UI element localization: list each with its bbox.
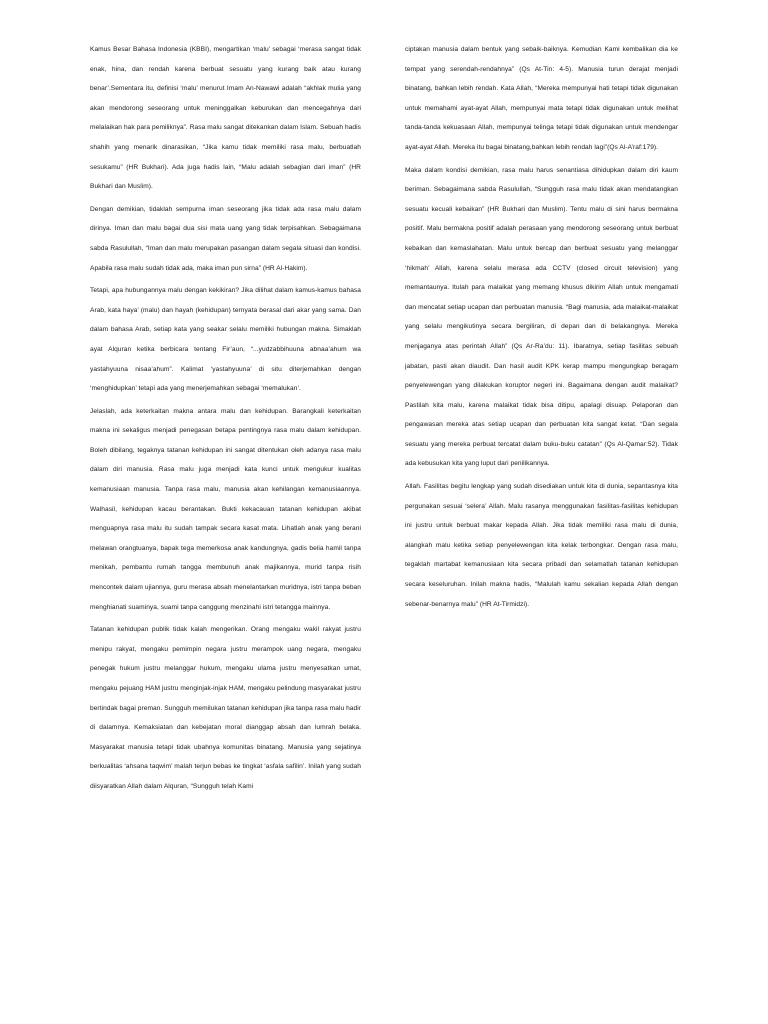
paragraph: Dengan demikian, tidaklah sempurna iman seseorang jika tidak ada rasa malu dalam dirinya. Iman dan malu bagai dua sisi mata uang yang tidak terpisahkan. Sebagaimana sabda Rasulullah, “Iman dan malu merupakan pasangan dalam segala situasi dan kondisi. Apabila rasa malu sudah tidak ada, maka iman pun sirna” (HR Al-Hakim). [90,205,361,272]
right-column [405,40,678,617]
paragraph: ciptakan manusia dalam bentuk yang sebaik-baiknya. Kemudian Kami kembalikan dia ke tempat yang serendah-rendahnya” (Qs At-Tin: 4-5). Manusia turun derajat menjadi binatang, bahkan lebih rendah. Kata Allah, “Mereka mempunyai hati tetapi tidak digunakan untuk memahami ayat-ayat Allah, mempunyai mata tetapi tidak digunakan untuk melihat tanda-tanda kekuasaan Allah, mempunyai telinga tetapi tidak digunakan untuk mendengar ayat-ayat Allah. Mereka itu bagai binatang,bahkan lebih rendah lagi”(Qs Al-A’raf:179). [405,46,678,151]
paragraph: Tatanan kehidupan publik tidak kalah mengerikan. Orang mengaku wakil rakyat justru menipu rakyat, mengaku pemimpin negara justru merampok uang negara, mengaku penegak hukum justru melanggar hukum, mengaku ulama justru menyesatkan umat, mengaku pejuang HAM justru menginjak-injak HAM, mengaku pelindung masyarakat justru bertindak bagai preman. Sungguh memilukan tatanan kehidupan jika tanpa rasa malu hadir di dalamnya. Kemaksiatan dan kebejatan moral dianggap absah dan lumrah belaka. Masyarakat manusia tetapi tidak ubahnya komunitas binatang. Manusia yang sejatinya berkualitas ‘ahsana taqwim’ malah terjun bebas ke tingkat ‘asfala safilin’. Inilah yang sudah diisyaratkan Allah dalam Alquran, “Sungguh telah Kami [90,626,361,790]
paragraph: Kamus Besar Bahasa Indonesia (KBBI), mengartikan ‘malu’ sebagai ‘merasa sangat tidak enak, hina, dan rendah karena berbuat sesuatu yang kurang baik atau kurang benar’.Sementara itu, definisi ‘malu’ menurut Imam An-Nawawi adalah “akhlak mulia yang akan mendorong seseorang untuk meninggalkan keburukan dan mencegahnya dari melalaikan hak para pemiliknya”. Rasa malu sangat ditekankan dalam Islam. Sebuah hadis shahih yang menarik dinarasikan, “Jika kamu tidak memiliki rasa malu, berbuatlah sesukamu” (HR Bukhari). Ada juga hadis lain, “Malu adalah sebagian dari iman” (HR Bukhari dan Muslim). [90,46,361,191]
paragraph: Tetapi, apa hubungannya malu dengan kekikiran? Jika dilihat dalam kamus-kamus bahasa Arab, kata haya’ (malu) dan hayah (kehidupan) ternyata berasal dari akar yang sama. Dan dalam bahasa Arab, setiap kata yang seakar selalu memiliki hubungan makna. Simaklah ayat Alquran ketika berbicara tentang Fir’aun, “...yudzabbihuuna abnaa’ahum wa yastahyuuna nisaa’ahum”. Kalimat ‘yastahyuuna’ di situ diterjemahkan dengan ‘menghidupkan’ tetapi ada yang menerjemahkan sebagai ‘memalukan’. [90,287,361,393]
paragraph: Maka dalam kondisi demikian, rasa malu harus senantiasa dihidupkan dalam diri kaum beriman. Sebagaimana sabda Rasulullah, “Sungguh rasa malu tidak akan mendatangkan sesuatu kecuali kebaikan” (HR Bukhari dan Muslim). Tentu malu di sini harus bermakna positif. Malu bermakna positif adalah perasaan yang mendorong seseorang untuk berbuat kebaikan dan kemaslahatan. Malu untuk bercap dan berbuat sesuatu yang melanggar ‘hikmah’ Allah, karena selalu merasa ada CCTV (closed circuit television) yang memantaunya. Itulah para malaikat yang memang khusus dikirim Allah untuk mengamati dan mencatat setiap ucapan dan perbuatan manusia. “Bagi manusia, ada malaikat-malaikat yang selalu mengikutinya secara bergiliran, di depan dan di belakangnya. Mereka menjaganya atas perintah Allah” (Qs Ar-Ra’du: 11). Ibaratnya, setiap fasilitas sebuah jabatan, pasti akan diaudit. Dan hasil audit KPK kerap mampu mengungkap beragam penyelewengan yang dilakukan koruptor negeri ini. Bagaimana dengan audit malaikat? Pastilah kita malu, karena malaikat tidak bisa ditipu, apalagi disuap. Pelaporan dan pengawasan mereka atas setiap ucapan dan perbuatan kita sangat ketat. “Dan segala sesuatu yang mereka perbuat tercatat dalam buku-buku catatan” (Qs Al-Qamar:52). Tidak ada kebusukan kita yang luput dari penilikannya. [405,166,678,468]
paragraph: Jelaslah, ada keterkaitan makna antara malu dan kehidupan. Barangkali keterkaitan makna ini sekaligus menjadi penegasan betapa pentingnya rasa malu dalam kehidupan. Boleh dibilang, tegaknya tatanan kehidupan ini sangat ditentukan oleh adanya rasa malu dalam diri manusia. Rasa malu juga menjadi kata kunci untuk mengukur kualitas kemanusiaan manusia. Tanpa rasa malu, manusia akan kehilangan kemanusiaannya. Walhasil, kehidupan kacau berantakan. Bukti kekacauan tatanan kehidupan akibat menguapnya rasa malu itu sudah tampak secara kasat mata. Lihatlah anak yang berani melawan orangtuanya, bapak tega memerkosa anak kandungnya, gadis belia hamil tanpa menikah, pembantu rumah tangga membunuh anak majikannya, murid tanpa risih mencontek dalam ujiannya, guru merasa absah menelantarkan muridnya, istri tanpa beban menghianati suaminya, suami tanpa canggung menzinahi istri tetangga mainnya. [90,407,361,611]
left-column [90,40,361,800]
paragraph: Allah. Fasilitas begitu lengkap yang sudah disediakan untuk kita di dunia, sepantasnya kita pergunakan sesuai ‘selera’ Allah. Malu rasanya menggunakan fasilitas-fasilitas kehidupan ini justru untuk berbuat makar kepada Allah. Jika tidak memiliki rasa malu di dunia, alangkah malu ketika setiap penyelewengan kita kelak terbongkar. Dengan rasa malu, tegaklah martabat kemanusiaan kita secara pribadi dan selamatlah tatanan kehidupan secara keseluruhan. Inilah makna hadis, “Malulah kamu sekalian kepada Allah dengan sebenar-benarnya malu” (HR At-Tirmidzi). [405,483,678,608]
